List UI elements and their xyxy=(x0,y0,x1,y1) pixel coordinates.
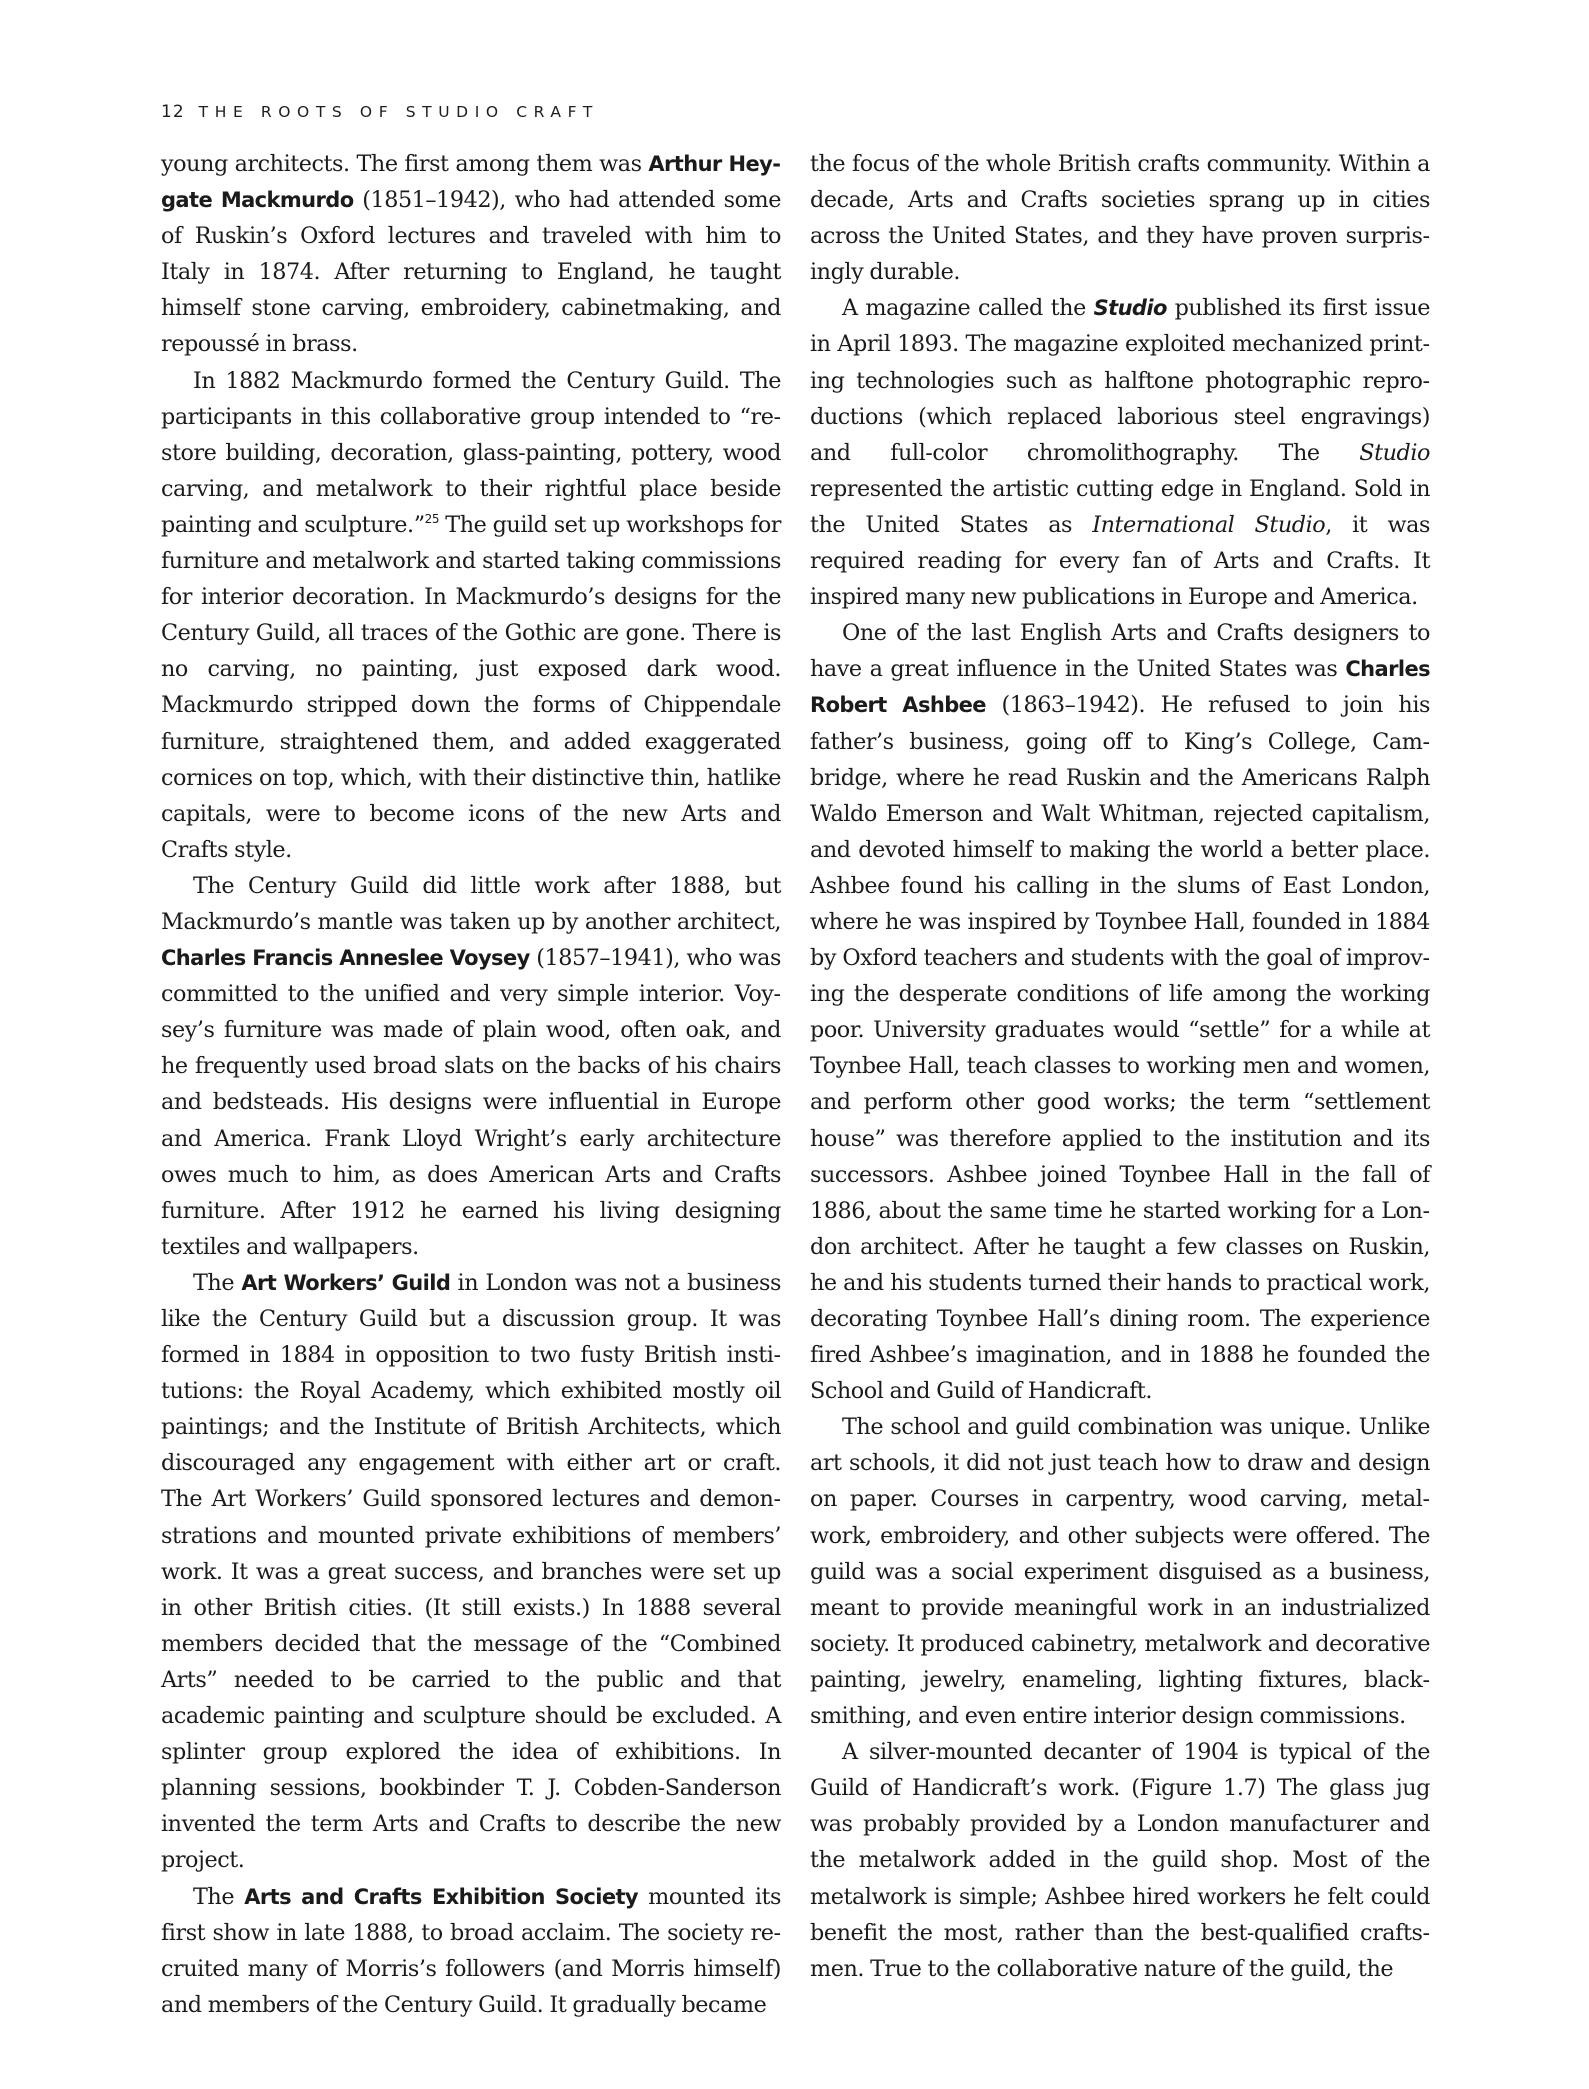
text-run: In 1882 Mackmurdo formed the Century Guild. The participants in this collaborative group intended to “restore building, decoration, glass-painting, pottery, wood carving, and metalwork to their rightful place beside painting and sculpture.” xyxy=(161,367,781,538)
paragraph-voysey xyxy=(161,868,781,1265)
paragraph-silver-decanter: A silver-mounted decanter of 1904 is typical of the Guild of Handicraft’s work. (Figure 1.7) The glass jug was probably provided by a London manufacturer and the metalwork added in the guild shop. Most of the metalwork is simple; Ashbee hired workers he felt could benefit the most, rather than the best-qualified craftsmen. True to the collaborative nature of the guild, the xyxy=(810,1739,1430,1982)
paragraph-exhibition-society xyxy=(161,1879,781,2023)
paragraph-century-guild xyxy=(161,363,781,868)
text-run: in London was not a business like the Century Guild but a discussion group. It was formed in 1884 in opposition to two fusty British institutions: the Royal Academy, which exhibited mostly oil paintings; and the Institute of British Architects, which discouraged any engagement with either art or craft. The Art Workers’ Guild sponsored lectures and demonstrations and mounted private exhibitions of members’ work. It was a great success, and branches were set up in other British cities. (It still exists.) In 1888 several members decided that the message of the “Combined Arts” needed to be carried to the public and that academic painting and sculpture should be excluded. A splinter group explored the idea of exhibitions. In planning sessions, bookbinder T. J. Cobden-Sanderson invented the term Arts and Crafts to describe the new project. xyxy=(161,1269,782,1874)
text-run: young architects. The first among them was xyxy=(161,151,649,177)
paragraph-studio-magazine xyxy=(810,290,1430,615)
text-run: (1863–1942). He refused to join his father’s business, going off to King’s College, Cambridge, where he read Ruskin and the Americans Ralph Waldo Emerson and Walt Whitman, rejected capitalism, and devoted himself to making the world a better place. Ashbee found his calling in the slums of East London, where he was inspired by Toynbee Hall, founded in 1884 by Oxford teachers and students with the goal of improving the desperate conditions of life among the working poor. University graduates would “settle” for a while at Toynbee Hall, teach classes to working men and women, and perform other good works; the term “settlement house” was therefore applied to the institution and its successors. Ashbee joined Toynbee Hall in the fall of 1886, about the same time he started working for a London architect. After he taught a few classes on Ruskin, he and his students turned their hands to practical work, decorating Toynbee Hall’s dining room. The experience fired Ashbee’s imagination, and in 1888 he founded the School and Guild of Handicraft. xyxy=(810,692,1430,1405)
name-charles-robert-ashbee: Charles Robert Ashbee xyxy=(810,657,1430,718)
text-run: The Century Guild did little work after 1888, but Mackmurdo’s mantle was taken up by another architect, xyxy=(161,872,781,935)
text-run: represented the artistic cutting edge in England. Sold in the United States as xyxy=(810,475,1430,538)
paragraph-crafts-community: the focus of the whole British crafts community. Within a decade, Arts and Crafts societies sprang up in cities across the United States, and they have proven surprisingly durable. xyxy=(810,151,1430,286)
name-art-workers-guild: Art Workers’ Guild xyxy=(241,1270,451,1295)
name-arts-and-crafts-exhibition-society: Arts and Crafts Exhibition Society xyxy=(244,1884,638,1909)
text-run: The xyxy=(193,1269,242,1296)
text-run: published its first issue in April 1893. The magazine exploited mechanized printing technologies such as halftone photographic reproductions (which replaced laborious steel engravings) and full-color chromolithography. The xyxy=(810,295,1431,466)
paragraph-art-workers-guild xyxy=(161,1265,781,1879)
page-number: 12 xyxy=(161,102,185,122)
text-run: (1857–1941), who was committed to the unified and very simple interior. Voysey’s furniture was made of plain wood, often oak, and he frequently used broad slats on the backs of his chairs and bedsteads. His designs were influential in Europe and America. Frank Lloyd Wright’s early architecture owes much to him, as does American Arts and Crafts furniture. After 1912 he earned his living designing textiles and wallpapers. xyxy=(161,945,781,1260)
running-title: THE ROOTS OF STUDIO CRAFT xyxy=(198,103,599,121)
footnote-marker: 25 xyxy=(424,511,440,526)
paragraph-school-and-guild: The school and guild combination was unique. Unlike art schools, it did not just teach how to draw and design on paper. Courses in carpentry, wood carving, metalwork, embroidery, and other subjects were offered. The guild was a social experiment disguised as a business, meant to provide meaningful work in an industrialized society. It produced cabinetry, metalwork and decorative painting, jewelry, enameling, lighting fixtures, blacksmithing, and even entire interior design commissions. xyxy=(810,1414,1430,1730)
text-run: mounted its first show in late 1888, to broad acclaim. The society recruited many of Morris’s followers (and Morris himself) and members of the Century Guild. It gradually became xyxy=(161,1883,782,2018)
magazine-title-studio: Studio xyxy=(1093,296,1167,321)
right-column xyxy=(810,146,1430,1987)
text-run: The guild set up workshops for furniture and metalwork and started taking commissions for interior decoration. In Mackmurdo’s designs for the Century Guild, all traces of the Gothic are gone. There is no carving, no painting, just exposed dark wood. Mackmurdo stripped down the forms of Chippendale furniture, straightened them, and added exaggerated cornices on top, which, with their distinctive thin, hatlike capitals, were to become icons of the new Arts and Crafts style. xyxy=(161,511,781,863)
text-run: A magazine called the xyxy=(842,295,1094,322)
magazine-title-international-studio: International Studio xyxy=(1092,511,1326,538)
running-head xyxy=(161,102,599,126)
text-run: The xyxy=(193,1883,245,1910)
name-arthur-heygate-mackmurdo: Arthur Heygate Mackmurdo xyxy=(161,152,781,213)
left-column xyxy=(161,146,781,2023)
magazine-title-studio-italic: Studio xyxy=(1359,439,1430,466)
paragraph-ashbee xyxy=(810,615,1430,1409)
paragraph-mackmurdo-bio xyxy=(161,146,781,363)
text-run: , it was required reading for every fan of Arts and Crafts. It inspired many new publications in Europe and America. xyxy=(810,511,1430,611)
text-run: One of the last English Arts and Crafts designers to have a great influence in the United States was xyxy=(810,620,1430,683)
name-charles-francis-anneslee-voysey: Charles Francis Anneslee Voysey xyxy=(161,946,530,971)
text-run: (1851–1942), who had attended some of Ruskin’s Oxford lectures and traveled with him to Italy in 1874. After returning to England, he taught himself stone carving, embroidery, cabinetmaking, and repoussé in brass. xyxy=(161,187,781,358)
